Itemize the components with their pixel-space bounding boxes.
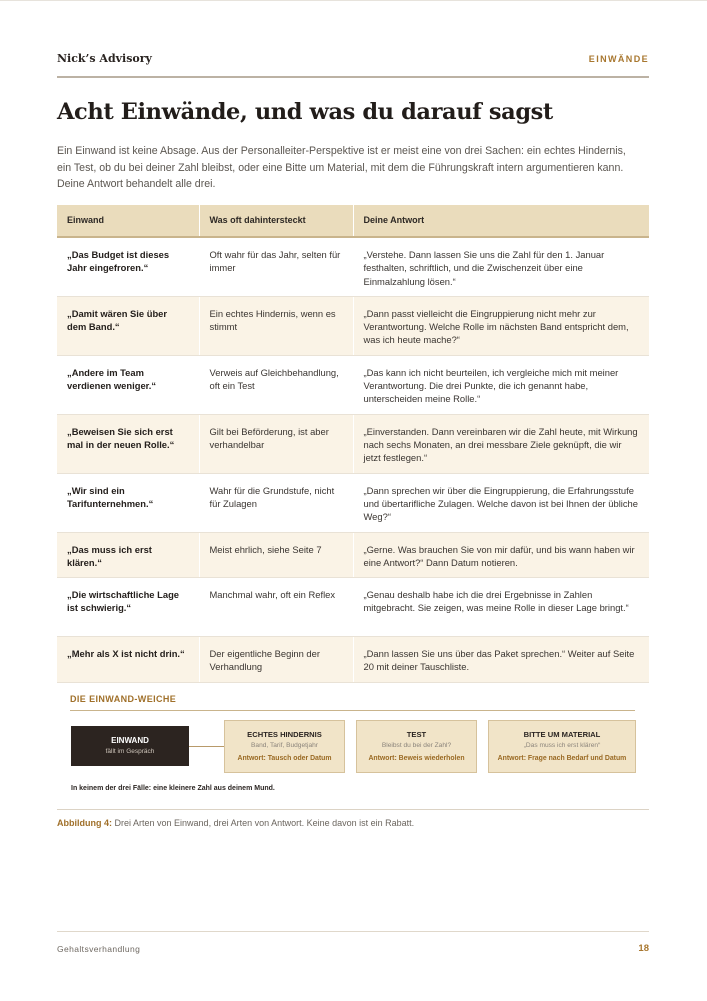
- objection-cell: „Andere im Team verdienen weniger.“: [57, 355, 199, 414]
- objection-cell: „Damit wären Sie über dem Band.“: [57, 296, 199, 355]
- background-cell: Der eigentliche Beginn der Verhandlung: [199, 636, 353, 682]
- objection-cell: „Wir sind ein Tarifunternehmen.“: [57, 473, 199, 532]
- table-row: [57, 577, 649, 636]
- node-sub: Bleibst du bei der Zahl?: [381, 742, 452, 749]
- footer-title: Gehaltsverhandlung: [57, 944, 141, 954]
- table-row: [57, 355, 649, 414]
- figure-caption: [57, 818, 414, 828]
- background-cell: Ein echtes Hindernis, wenn es stimmt: [199, 296, 353, 355]
- objection-switch-diagram: [57, 685, 649, 810]
- node-objection: [71, 726, 189, 766]
- objection-cell: „Die wirtschaftliche Lage ist schwierig.“: [57, 577, 199, 636]
- node-material-request: [488, 720, 636, 773]
- page: [57, 0, 649, 1001]
- background-cell: Oft wahr für das Jahr, selten für immer: [199, 237, 353, 296]
- background-cell: Wahr für die Grundstufe, nicht für Zulagen: [199, 473, 353, 532]
- table-row: [57, 414, 649, 473]
- objection-cell: „Das muss ich erst klären.“: [57, 532, 199, 577]
- node-sub: Band, Tarif, Budgetjahr: [251, 742, 318, 749]
- answer-cell: „Gerne. Was brauchen Sie von mir dafür, und bis wann haben wir eine Antwort?“ Dann Datum notieren.: [353, 532, 649, 577]
- node-answer: Antwort: Tausch oder Datum: [237, 755, 332, 762]
- column-header-answer: Deine Antwort: [353, 205, 649, 237]
- table-header-row: [57, 205, 649, 237]
- table-row: [57, 296, 649, 355]
- background-cell: Meist ehrlich, siehe Seite 7: [199, 532, 353, 577]
- objections-table: [57, 205, 649, 683]
- node-test: [356, 720, 477, 773]
- answer-cell: „Genau deshalb habe ich die drei Ergebnisse in Zahlen mitgebracht. Sie zeigen, was meine Rolle in dieser Lage bringt.“: [353, 577, 649, 636]
- objection-cell: „Mehr als X ist nicht drin.“: [57, 636, 199, 682]
- background-cell: Gilt bei Beförderung, ist aber verhandelbar: [199, 414, 353, 473]
- diagram-note: In keinem der drei Fälle: eine kleinere Zahl aus deinem Mund.: [71, 785, 275, 792]
- column-header-objection: Einwand: [57, 205, 199, 237]
- answer-cell: „Dann sprechen wir über die Eingruppierung, die Erfahrungsstufe und übertarifliche Zulagen. Welche davon ist bei Ihnen der übliche Weg?“: [353, 473, 649, 532]
- node-label: ECHTES HINDERNIS: [247, 730, 322, 739]
- page-number: 18: [638, 943, 649, 954]
- answer-cell: „Verstehe. Dann lassen Sie uns die Zahl für den 1. Januar festhalten, schriftlich, und die Zwischenzeit über eine Einmalzahlung lösen.“: [353, 237, 649, 296]
- objection-cell: „Beweisen Sie sich erst mal in der neuen Rolle.“: [57, 414, 199, 473]
- page-header: [57, 52, 649, 78]
- intro-paragraph: Ein Einwand ist keine Absage. Aus der Personalleiter-Perspektive ist er meist eine von drei Sachen: ein echtes Hindernis, ein Test, ob du bei deiner Zahl bleibst, oder eine Bitte um Material, mit dem die Führungskraft intern argumentieren kann. Deine Antwort behandelt alle drei.: [57, 145, 626, 190]
- node-answer: Antwort: Beweis wiederholen: [368, 755, 465, 762]
- node-real-obstacle: [224, 720, 345, 773]
- page-footer: [57, 931, 649, 961]
- brand-name: Nick’s Advisory: [57, 52, 152, 65]
- node-objection-sub: fällt im Gespräch: [105, 748, 155, 755]
- answer-cell: „Dann passt vielleicht die Eingruppierung nicht mehr zur Verantwortung. Welche Rolle im nächsten Band entspricht dem, was ich heute mache?“: [353, 296, 649, 355]
- section-tag: EINWÄNDE: [588, 54, 649, 64]
- node-objection-label: EINWAND: [111, 736, 149, 745]
- answer-cell: „Einverstanden. Dann vereinbaren wir die Zahl heute, mit Wirkung nach sechs Monaten, an drei messbare Ziele geknüpft, die wir jetzt festlegen.“: [353, 414, 649, 473]
- table-row: [57, 636, 649, 682]
- diagram-title: DIE EINWAND-WEICHE: [70, 694, 177, 704]
- caption-label: Abbildung 4:: [57, 818, 112, 828]
- table-row: [57, 532, 649, 577]
- table-row: [57, 473, 649, 532]
- column-header-background: Was oft dahintersteckt: [199, 205, 353, 237]
- answer-cell: „Dann lassen Sie uns über das Paket sprechen.“ Weiter auf Seite 20 mit deiner Tauschliste.: [353, 636, 649, 682]
- node-label: BITTE UM MATERIAL: [523, 730, 601, 739]
- background-cell: Manchmal wahr, oft ein Reflex: [199, 577, 353, 636]
- background-cell: Verweis auf Gleichbehandlung, oft ein Test: [199, 355, 353, 414]
- table-row: [57, 237, 649, 296]
- node-label: TEST: [406, 730, 427, 739]
- page-title: Acht Einwände, und was du darauf sagst: [57, 99, 553, 125]
- diagram-connector: [189, 746, 224, 747]
- diagram-title-rule: [70, 710, 635, 711]
- answer-cell: „Das kann ich nicht beurteilen, ich vergleiche mich mit meiner Verantwortung. Die drei Punkte, die ich genannt habe, unterscheiden meine Rolle.“: [353, 355, 649, 414]
- node-sub: „Das muss ich erst klären“: [523, 742, 601, 749]
- caption-text: Drei Arten von Einwand, drei Arten von Antwort. Keine davon ist ein Rabatt.: [114, 818, 415, 828]
- objection-cell: „Das Budget ist dieses Jahr eingefroren.“: [57, 237, 199, 296]
- node-answer: Antwort: Frage nach Bedarf und Datum: [497, 755, 627, 762]
